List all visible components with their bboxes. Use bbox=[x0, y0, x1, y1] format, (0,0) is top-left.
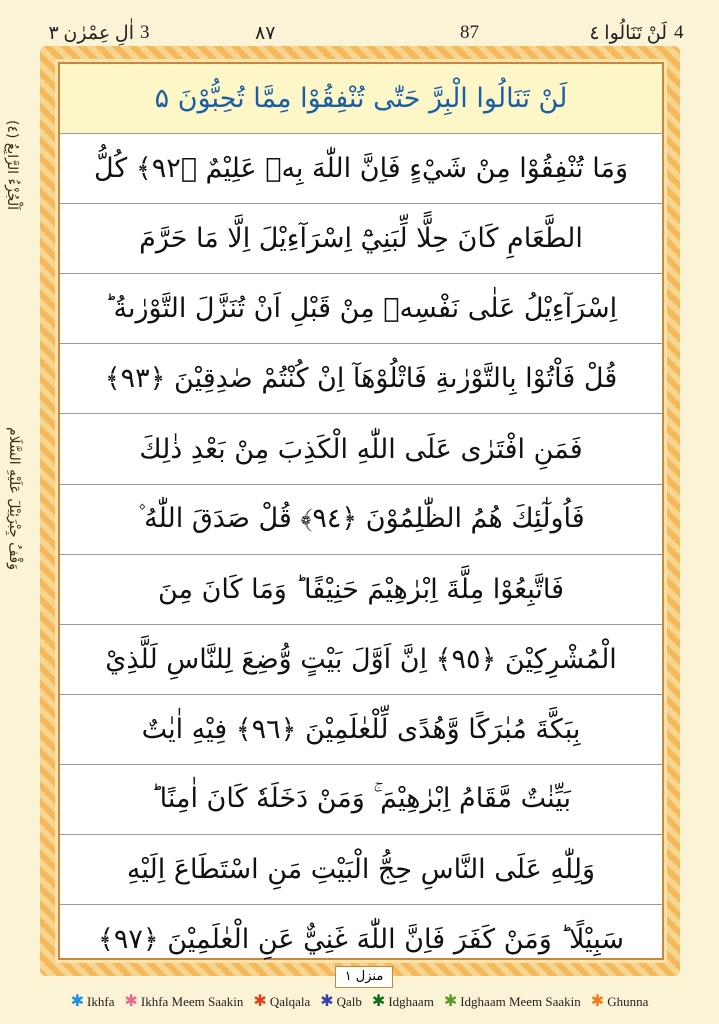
verse-line: الْمُشْرِكِيْنَ ﴿٩٥﴾ اِنَّ اَوَّلَ بَيْتٍ وُّضِعَ لِلنَّاسِ لَلَّذِيْ bbox=[60, 625, 662, 695]
legend-label: Idghaam bbox=[388, 994, 434, 1009]
manzil-label: منزل ١ bbox=[335, 966, 393, 988]
legend-item bbox=[320, 994, 362, 1010]
text-frame bbox=[58, 62, 664, 960]
legend-label: Ikhfa bbox=[87, 994, 115, 1009]
star-icon: ✱ bbox=[320, 993, 334, 1010]
legend-label: Qalqala bbox=[269, 994, 311, 1009]
ornamental-border bbox=[40, 46, 680, 976]
verse-line: قُلْ فَاْتُوْا بِالتَّوْرٰىةِ فَاتْلُوْهَآ اِنْ كُنْتُمْ صٰدِقِيْنَ ﴿٩٣﴾ bbox=[60, 344, 662, 414]
legend-item bbox=[71, 994, 115, 1010]
verse-line: فَاُولٰٓئِكَ هُمُ الظّٰلِمُوْنَ ﴿٩٤﴾ قُلْ صَدَقَ اللّٰهُ ۫ bbox=[60, 485, 662, 555]
star-icon: ✱ bbox=[124, 993, 138, 1010]
verse-line: فَمَنِ افْتَرٰى عَلَى اللّٰهِ الْكَذِبَ مِنْ بَعْدِ ذٰلِكَ bbox=[60, 414, 662, 484]
verse-line: الطَّعَامِ كَانَ حِلًّا لِّبَنِيْٓ اِسْرَآءِيْلَ اِلَّا مَا حَرَّمَ bbox=[60, 204, 662, 274]
surah-name: اٰلِ عِمْرٰن ٣ bbox=[48, 23, 134, 44]
page-number-arabic: ٨٧ bbox=[255, 23, 276, 44]
surah-number: 3 bbox=[140, 22, 150, 43]
legend-item bbox=[372, 994, 434, 1010]
opening-line: لَنْ تَنَالُوا الْبِرَّ حَتّٰى تُنْفِقُوْا مِمَّا تُحِبُّوْنَ ۵ bbox=[60, 64, 662, 134]
verse-line: سَبِيْلًا ؕ وَمَنْ كَفَرَ فَاِنَّ اللّٰهَ غَنِيٌّ عَنِ الْعٰلَمِيْنَ ﴿٩٧﴾ bbox=[98, 924, 624, 956]
legend-item bbox=[253, 994, 310, 1010]
verse-line: وَلِلّٰهِ عَلَى النَّاسِ حِجُّ الْبَيْتِ مَنِ اسْتَطَاعَ اِلَيْهِ bbox=[60, 835, 662, 905]
legend-item bbox=[591, 994, 649, 1010]
juz-margin-label: اَلْجُزْءُ الرَّابِعُ (٤) bbox=[4, 120, 20, 210]
legend-label: Idghaam Meem Saakin bbox=[460, 994, 581, 1009]
star-icon: ✱ bbox=[371, 993, 386, 1010]
legend-item bbox=[444, 994, 581, 1010]
verse-line: فَاتَّبِعُوْا مِلَّةَ اِبْرٰهِيْمَ حَنِيْفًا ؕ وَمَا كَانَ مِنَ bbox=[60, 555, 662, 625]
tajweed-legend bbox=[0, 994, 719, 1010]
star-icon: ✱ bbox=[70, 993, 85, 1010]
page-header bbox=[0, 22, 719, 48]
verse-line: وَمَا تُنْفِقُوْا مِنْ شَيْءٍ فَاِنَّ اللّٰهَ بِهٖ عَلِيْمٌ ﴿٩٢﴾ كُلُّ bbox=[60, 134, 662, 204]
page-number: 87 bbox=[460, 22, 479, 43]
star-icon: ✱ bbox=[443, 993, 458, 1010]
legend-label: Qalb bbox=[336, 994, 362, 1009]
verse-line: بِبَكَّةَ مُبٰرَكًا وَّهُدًى لِّلْعٰلَمِيْنَ ﴿٩٦﴾ فِيْهِ اٰيٰتٌ bbox=[60, 695, 662, 765]
legend-item bbox=[124, 994, 243, 1010]
juz-name: لَنْ تَنَالُوا ٤ bbox=[589, 23, 667, 44]
star-icon: ✱ bbox=[253, 993, 267, 1010]
legend-label: Ghunna bbox=[607, 994, 649, 1009]
star-icon: ✱ bbox=[590, 993, 605, 1010]
waqf-margin-note: وَقْفُ جِبْرَئِيْلَ عَلَيْهِ السَّلَام bbox=[6, 426, 22, 570]
verse-line: اِسْرَآءِيْلُ عَلٰى نَفْسِهٖ مِنْ قَبْلِ اَنْ تُنَزَّلَ التَّوْرٰىةُ ؕ bbox=[60, 274, 662, 344]
legend-label: Ikhfa Meem Saakin bbox=[140, 994, 244, 1009]
juz-number: 4 bbox=[674, 22, 684, 43]
verse-line: بَيِّنٰتٌ مَّقَامُ اِبْرٰهِيْمَ ۚ وَمَنْ دَخَلَهٗ كَانَ اٰمِنًا ؕ bbox=[60, 765, 662, 835]
